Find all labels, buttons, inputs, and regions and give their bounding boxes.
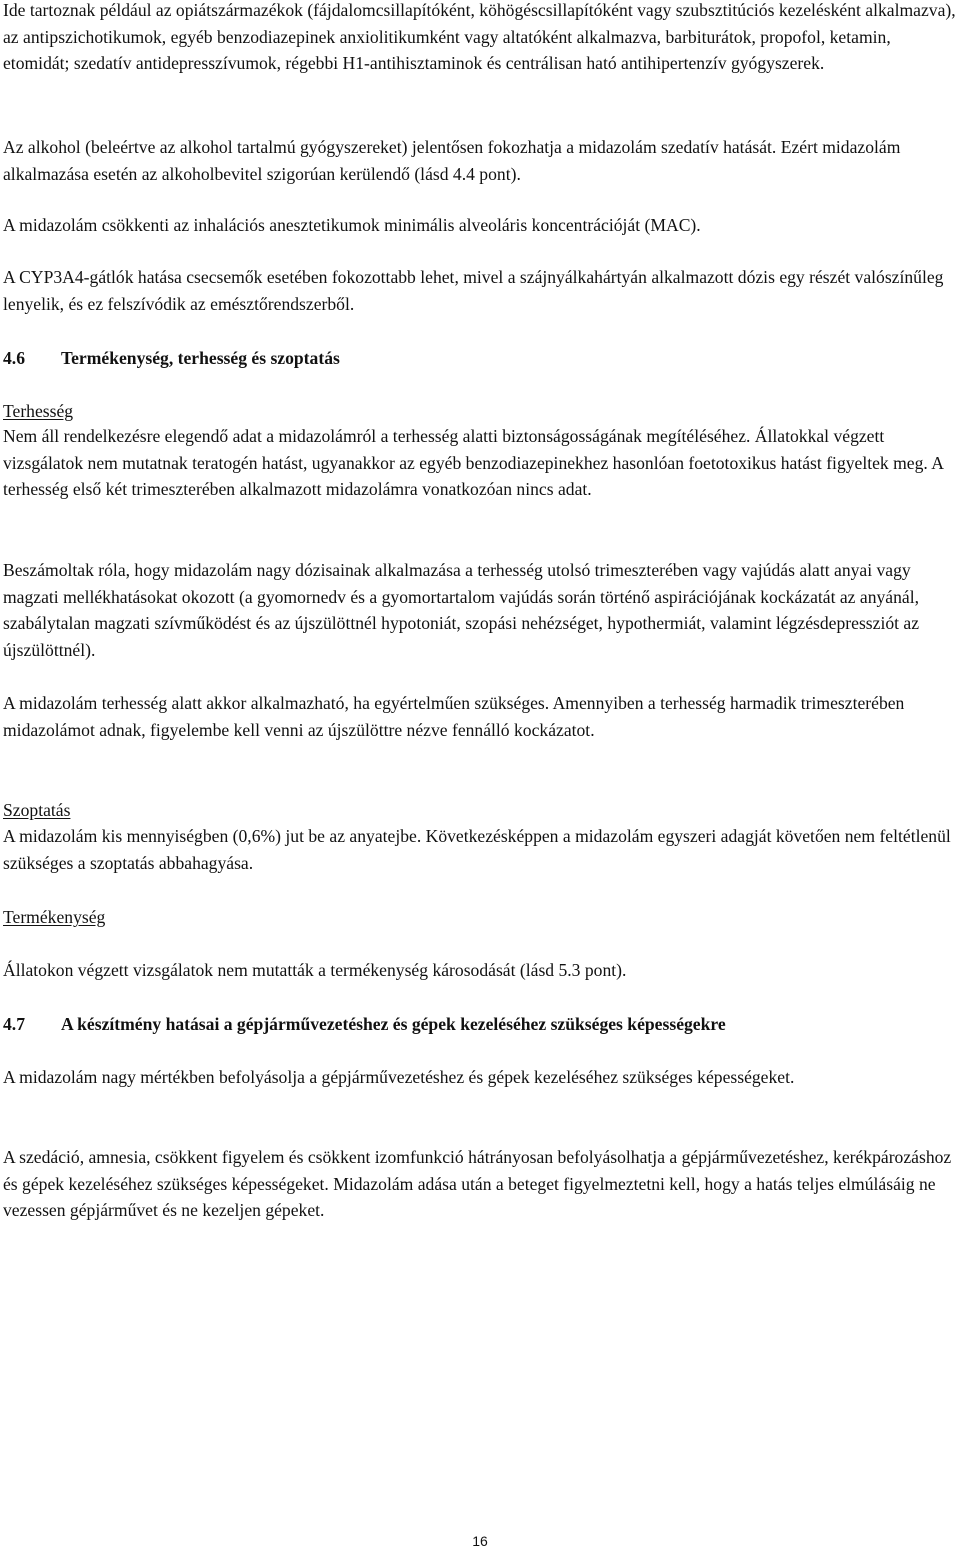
paragraph-alcohol: Az alkohol (beleértve az alkohol tartalmú gyógyszereket) jelentősen fokozhatja a midazolám szedatív hatását. Ezért midazolám alkalmazása esetén az alkoholbevitel szigorúan kerülendő (lásd 4.4 pont). — [3, 137, 901, 184]
section-heading-4-7 — [3, 1011, 726, 1038]
paragraph-pregnancy-data: Nem áll rendelkezésre elegendő adat a midazolámról a terhesség alatti biztonságosságának megítéléséhez. Állatokkal végzett vizsgálatok nem mutatnak teratogén hatást, ugyanakkor az egyéb benzodiazepinekhez hasonlóan foetotoxikus hatást figyeltek meg. A terhesség első két trimeszterében alkalmazott midazolámra vonatkozóan nincs adat. — [3, 426, 943, 500]
paragraph-driving-influence: A midazolám nagy mértékben befolyásolja a gépjárművezetéshez és gépek kezeléséhez szükséges képességeket. — [3, 1067, 795, 1087]
subheading-fertility: Termékenység — [3, 907, 106, 927]
paragraph-fertility: Állatokon végzett vizsgálatok nem mutatták a termékenység károsodását (lásd 5.3 pont). — [3, 960, 627, 980]
paragraph-breastfeeding: A midazolám kis mennyiségben (0,6%) jut be az anyatejbe. Következésképpen a midazolám egyszeri adagját követően nem feltétlenül szükséges a szoptatás abbahagyása. — [3, 826, 951, 873]
section-heading-4-6 — [3, 345, 340, 372]
section-number: 4.6 — [3, 348, 25, 368]
paragraph-driving-warning: A szedáció, amnesia, csökkent figyelem és csökkent izomfunkció hátrányosan befolyásolhatja a gépjárművezetéshez, kerékpározáshoz és gépek kezeléséhez szükséges képességeket. Midazolám adása után a beteget figyelmeztetni kell, hogy a hatás teljes elmúlásáig ne vezessen gépjárművet és ne kezeljen gépeket. — [3, 1147, 952, 1221]
paragraph-interaction-drugs: Ide tartoznak például az opiátszármazékok (fájdalomcsillapítóként, köhögéscsillapítóként vagy szubsztitúciós kezelésként alkalmazva), az antipszichotikumok, egyéb benzodiazepinek anxiolitikumként vagy altatóként alkalmazva, barbiturátok, propofol, ketamin, etomidát; szedatív antidepresszívumok, régebbi H1-antihisztaminok és centrálisan ható antihipertenzív gyógyszerek. — [3, 0, 956, 74]
section-number: 4.7 — [3, 1014, 25, 1034]
subheading-pregnancy: Terhesség — [3, 401, 74, 421]
subheading-breastfeeding: Szoptatás — [3, 800, 71, 820]
paragraph-cyp3a4: A CYP3A4-gátlók hatása csecsemők esetében fokozottabb lehet, mivel a szájnyálkahártyán alkalmazott dózis egy részét valószínűleg lenyelik, és ez felszívódik az emésztőrendszerből. — [3, 267, 944, 314]
page-number: 16 — [472, 1533, 488, 1549]
section-title: A készítmény hatásai a gépjárművezetéshez és gépek kezeléséhez szükséges képességekre — [61, 1014, 726, 1034]
paragraph-mac: A midazolám csökkenti az inhalációs anesztetikumok minimális alveoláris koncentrációját (MAC). — [3, 215, 701, 235]
section-title: Termékenység, terhesség és szoptatás — [61, 348, 340, 368]
paragraph-pregnancy-high-dose: Beszámoltak róla, hogy midazolám nagy dózisainak alkalmazása a terhesség utolsó trimeszterében vagy vajúdás alatt anyai vagy magzati mellékhatásokat okozott (a gyomornedv és a gyomortartalom vajúdás során történő aspirációjának kockázatát az anyánál, szabálytalan magzati szívműködést és az újszülöttnél hypotoniát, szopási nehézséget, hypothermiát, valamint légzésdepressziót az újszülöttnél). — [3, 560, 920, 660]
paragraph-pregnancy-use: A midazolám terhesség alatt akkor alkalmazható, ha egyértelműen szükséges. Amennyiben a terhesség harmadik trimeszterében midazolámot adnak, figyelembe kell venni az újszülöttre nézve fennálló kockázatot. — [3, 693, 905, 740]
